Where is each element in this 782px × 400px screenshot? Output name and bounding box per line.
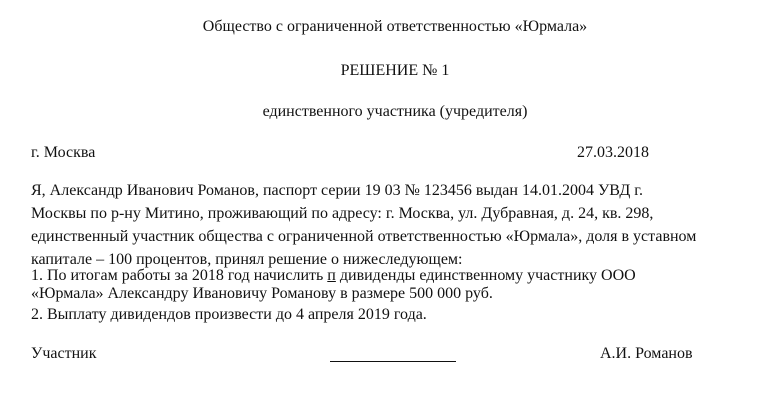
underlined-mark: п [327, 267, 336, 284]
decision-item-2: 2. Выплату дивидендов произвести до 4 апреля 2019 года. [31, 306, 427, 323]
document-date: 27.03.2018 [577, 144, 649, 161]
signature-line [330, 361, 456, 362]
body-line-1: Я, Александр Иванович Романов, паспорт серии 19 03 № 123456 выдан 14.01.2004 УВД г. [31, 182, 644, 199]
signatory-name: А.И. Романов [600, 345, 693, 362]
document-title: РЕШЕНИЕ № 1 [340, 62, 450, 79]
document-subtitle: единственного участника (учредителя) [262, 103, 528, 120]
city-label: г. Москва [31, 144, 96, 161]
decision-item-1-text-end: дивиденды единственному участнику ООО [335, 267, 636, 284]
decision-item-1-text-start: 1. По итогам работы за 2018 год начислить [31, 267, 328, 284]
body-line-3: единственный участник общества с ограниченной ответственностью «Юрмала», доля в уставном [31, 228, 697, 245]
decision-item-1-continued: «Юрмала» Александру Ивановичу Романову в размере 500 000 руб. [31, 285, 493, 302]
decision-item-1 [31, 266, 636, 286]
body-line-2: Москвы по р-ну Митино, проживающий по адресу: г. Москва, ул. Дубравная, д. 24, кв. 298, [31, 205, 654, 222]
signatory-role: Участник [31, 345, 97, 362]
body-line-4: капитале – 100 процентов, принял решение о нижеследующем: [31, 251, 463, 268]
organization-name: Общество с ограниченной ответственностью «Юрмала» [202, 18, 588, 35]
